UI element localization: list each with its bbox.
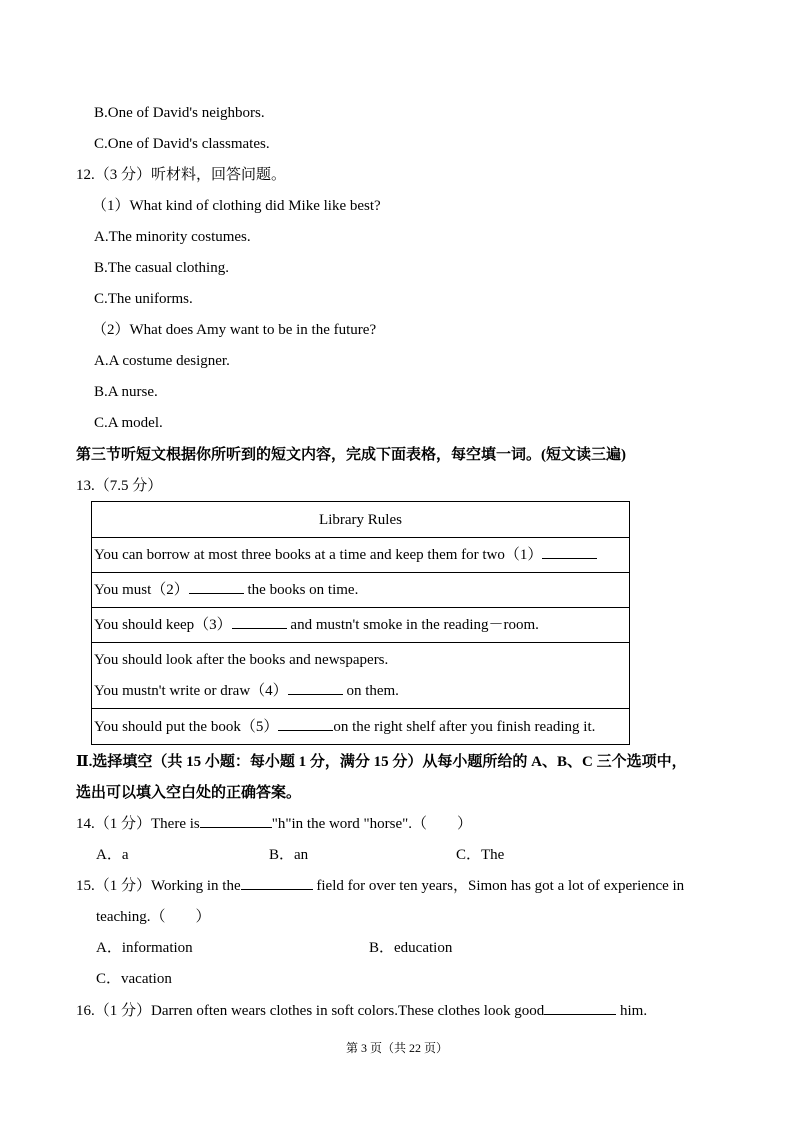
blank-1[interactable]	[542, 558, 597, 559]
q16-stem-post: him.	[616, 1003, 648, 1019]
part2-heading-line1: Ⅱ.选择填空（共 15 小题：每小题 1 分，满分 15 分）从每小题所给的 A、B、C 三个选项中，	[76, 754, 687, 770]
q12-stem: 12.（3 分）听材料，回答问题。	[76, 167, 287, 183]
table-title-row	[92, 502, 630, 538]
q12-sub1-option-c: C.The uniforms.	[94, 291, 193, 307]
q12-sub2-option-a: A.A costume designer.	[94, 353, 230, 369]
q16-stem	[76, 1001, 647, 1021]
q12-sub2-question: （2）What does Amy want to be in the future?	[92, 322, 377, 338]
q14-option-b[interactable]: B．an	[269, 847, 309, 863]
rule-4-line1: You should look after the books and newspapers.	[94, 651, 389, 668]
q12-sub2-option-b: B.A nurse.	[94, 384, 158, 400]
blank-3[interactable]	[232, 628, 287, 629]
q12-sub2-option-c: C.A model.	[94, 415, 163, 431]
q12-sub1-option-a: A.The minority costumes.	[94, 229, 251, 245]
rule-2-text-post: the books on time.	[243, 582, 359, 598]
blank-2[interactable]	[189, 593, 244, 594]
rule-1-text: You can borrow at most three books at a time and keep them for two（1）	[94, 547, 543, 563]
page-footer: 第 3 页（共 22 页）	[345, 1041, 448, 1055]
q16-stem-pre: 16.（1 分）Darren often wears clothes in soft colors.These clothes look good	[76, 1003, 545, 1019]
q14-option-a[interactable]: A．a	[96, 847, 129, 863]
q13-stem: 13.（7.5 分）	[76, 478, 163, 494]
q15-option-b[interactable]: B．education	[369, 940, 453, 956]
q15-stem-pre: 15.（1 分）Working in the	[76, 878, 241, 894]
table-row	[92, 643, 630, 709]
q15-stem-post: field for over ten years，Simon has got a lot of experience in	[312, 878, 685, 894]
rule-4-text-post: on them.	[342, 682, 399, 699]
q15-stem-line2: teaching.（ ）	[96, 909, 211, 925]
section3-heading: 第三节听短文根据你所听到的短文内容，完成下面表格，每空填一词。(短文读三遍)	[76, 447, 626, 463]
q11-option-c: C.One of David's classmates.	[94, 136, 270, 152]
q14-stem-post: "h"in the word "horse".（ ）	[271, 816, 473, 832]
q12-sub1-question: （1）What kind of clothing did Mike like best?	[92, 198, 381, 214]
table-title: Library Rules	[92, 502, 630, 538]
q15-stem	[76, 876, 684, 896]
library-rules-table	[91, 501, 630, 745]
table-row	[92, 538, 630, 573]
q11-option-b: B.One of David's neighbors.	[94, 105, 265, 121]
q14-stem-pre: 14.（1 分）There is	[76, 816, 200, 832]
q15-option-a[interactable]: A．information	[96, 940, 193, 956]
part2-heading-line2: 选出可以填入空白处的正确答案。	[76, 785, 302, 801]
blank-5[interactable]	[278, 730, 333, 731]
q12-sub1-option-b: B.The casual clothing.	[94, 260, 229, 276]
table-row	[92, 608, 630, 643]
q14-stem	[76, 814, 472, 834]
table-row	[92, 709, 630, 745]
rule-5-text: You should put the book（5）	[94, 718, 279, 735]
blank-4[interactable]	[288, 694, 343, 695]
q15-option-c[interactable]: C．vacation	[96, 971, 172, 987]
q14-option-c[interactable]: C．The	[456, 847, 505, 863]
rule-3-text-post: and mustn't smoke in the reading－room.	[286, 617, 539, 633]
q15-blank[interactable]	[241, 889, 313, 890]
rule-2-text: You must（2）	[94, 582, 189, 598]
rule-4-text: You mustn't write or draw（4）	[94, 682, 288, 699]
rule-5-text-post: on the right shelf after you finish reading it.	[333, 718, 596, 735]
table-row	[92, 573, 630, 608]
q16-blank[interactable]	[544, 1014, 616, 1015]
rule-3-text: You should keep（3）	[94, 617, 232, 633]
q14-blank[interactable]	[200, 827, 272, 828]
